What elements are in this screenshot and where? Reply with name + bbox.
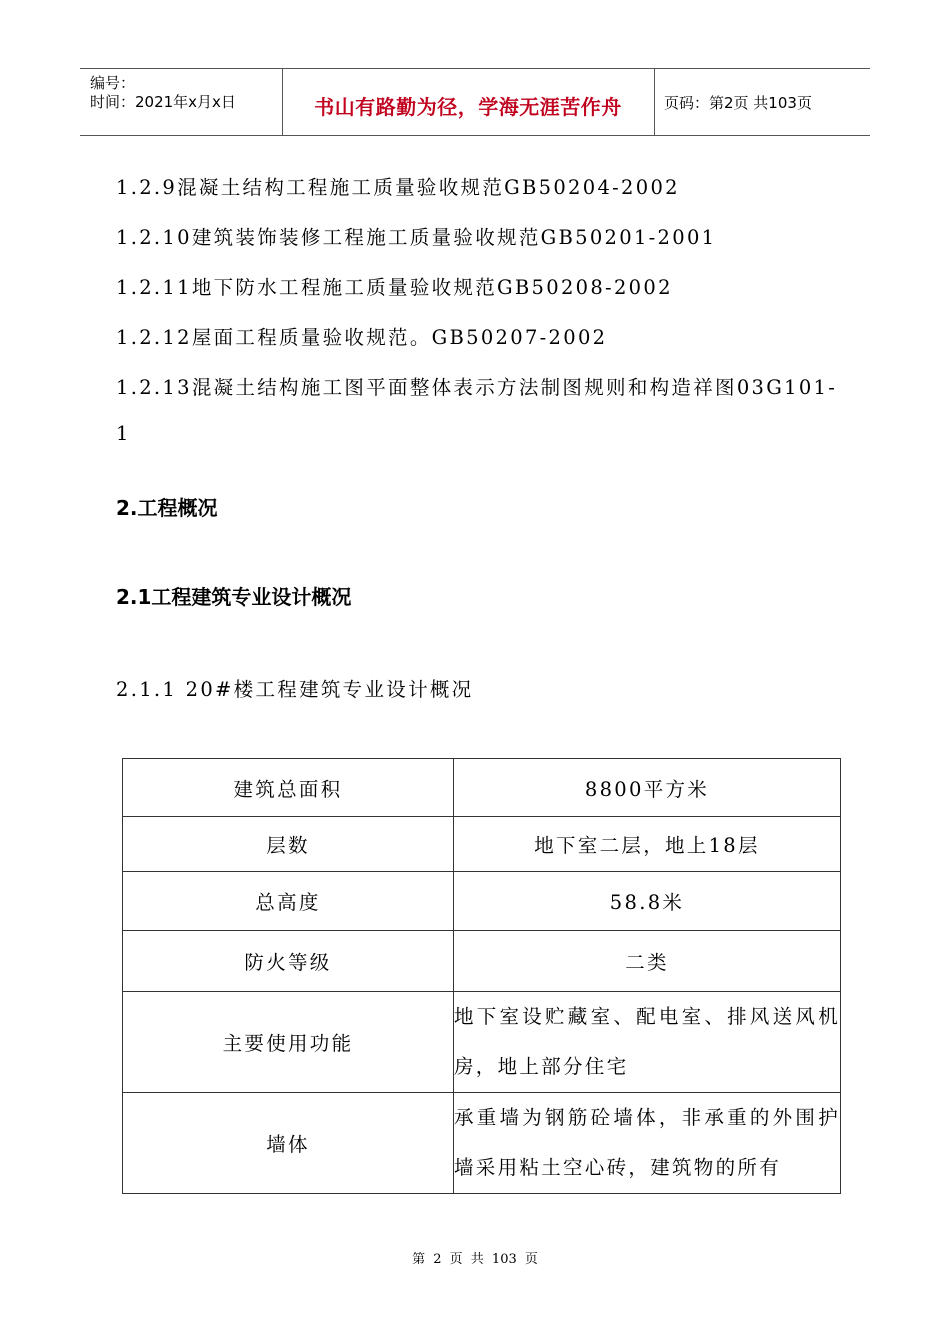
standard-item-continuation: 1: [116, 422, 131, 445]
table-row: [123, 931, 841, 992]
standard-item: 1.2.11地下防水工程施工质量验收规范GB50208-2002: [116, 276, 673, 299]
header-motto: 书山有路勤为径，学海无涯苦作舟: [314, 95, 622, 119]
standard-item: 1.2.10建筑装饰装修工程施工质量验收规范GB50201-2001: [116, 226, 717, 249]
table-cell-value: 58.8米: [454, 872, 841, 931]
table-cell-label: 墙体: [123, 1093, 454, 1194]
table-cell-label: 防火等级: [123, 931, 454, 992]
page-footer: 第 2 页 共 103 页: [412, 1252, 538, 1267]
header-middle-cell: [282, 69, 655, 135]
header-right-cell: [654, 69, 870, 135]
sub-subsection-heading: 2.1.1 20#楼工程建筑专业设计概况: [116, 678, 474, 701]
header-left-cell: [80, 69, 283, 135]
page-header: [80, 68, 870, 136]
table-cell-label: 层数: [123, 817, 454, 872]
standard-item: 1.2.13混凝土结构施工图平面整体表示方法制图规则和构造祥图03G101-: [116, 376, 838, 399]
building-overview-table: [122, 758, 841, 1194]
section-heading: 2.工程概况: [116, 496, 218, 520]
table-cell-label: 建筑总面积: [123, 759, 454, 817]
table-row: [123, 1093, 841, 1194]
table-cell-value: 地下室二层，地上18层: [454, 817, 841, 872]
table-cell-label: 主要使用功能: [123, 992, 454, 1093]
standard-item: 1.2.9混凝土结构工程施工质量验收规范GB50204-2002: [116, 176, 680, 199]
table-cell-value: 二类: [454, 931, 841, 992]
document-date: 时间：2021年x月x日: [90, 93, 236, 111]
table-cell-value: 8800平方米: [454, 759, 841, 817]
table-row: [123, 872, 841, 931]
header-page-info: 页码：第2页 共103页: [664, 94, 812, 112]
table-row: [123, 759, 841, 817]
standard-item: 1.2.12屋面工程质量验收规范。GB50207-2002: [116, 326, 608, 349]
table-row: [123, 992, 841, 1093]
table-cell-value: 地下室设贮藏室、配电室、排风送风机房，地上部分住宅: [454, 992, 841, 1093]
subsection-heading: 2.1工程建筑专业设计概况: [116, 585, 352, 609]
document-number-label: 编号：: [90, 74, 136, 92]
table-row: [123, 817, 841, 872]
table-cell-value: 承重墙为钢筋砼墙体，非承重的外围护墙采用粘土空心砖，建筑物的所有: [454, 1093, 841, 1194]
table-cell-label: 总高度: [123, 872, 454, 931]
